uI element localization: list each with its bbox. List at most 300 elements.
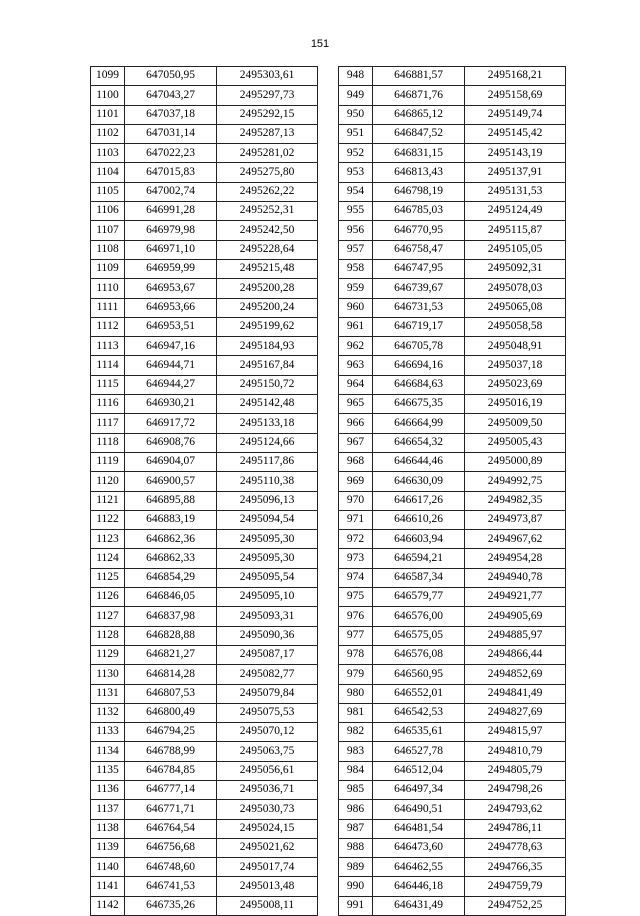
y-coordinate-cell: 2494967,62: [465, 530, 566, 549]
y-coordinate-cell: 2495124,49: [465, 202, 566, 221]
x-coordinate-cell: 646694,16: [373, 356, 465, 375]
page-number: 151: [310, 38, 330, 50]
y-coordinate-cell: 2495078,03: [465, 279, 566, 298]
y-coordinate-cell: 2495199,62: [217, 317, 318, 336]
x-coordinate-cell: 646862,36: [125, 530, 217, 549]
table-row: [91, 703, 318, 722]
y-coordinate-cell: 2495142,48: [217, 395, 318, 414]
table-row: [339, 761, 566, 780]
x-coordinate-cell: 646587,34: [373, 568, 465, 587]
x-coordinate-cell: 647002,74: [125, 182, 217, 201]
x-coordinate-cell: 646771,71: [125, 800, 217, 819]
table-row: [339, 472, 566, 491]
point-number-cell: 1121: [91, 491, 125, 510]
table-row: [91, 723, 318, 742]
table-row: [91, 780, 318, 799]
x-coordinate-cell: 646610,26: [373, 510, 465, 529]
point-number-cell: 1136: [91, 780, 125, 799]
table-row: [91, 86, 318, 105]
point-number-cell: 1116: [91, 395, 125, 414]
y-coordinate-cell: 2495252,31: [217, 202, 318, 221]
y-coordinate-cell: 2495115,87: [465, 221, 566, 240]
y-coordinate-cell: 2495095,30: [217, 530, 318, 549]
x-coordinate-cell: 646784,85: [125, 761, 217, 780]
x-coordinate-cell: 646917,72: [125, 414, 217, 433]
table-row: [91, 279, 318, 298]
y-coordinate-cell: 2495079,84: [217, 684, 318, 703]
x-coordinate-cell: 646770,95: [373, 221, 465, 240]
x-coordinate-cell: 646930,21: [125, 395, 217, 414]
x-coordinate-cell: 646741,53: [125, 877, 217, 896]
y-coordinate-cell: 2495184,93: [217, 337, 318, 356]
table-row: [91, 761, 318, 780]
table-row: [91, 568, 318, 587]
table-row: [91, 684, 318, 703]
point-number-cell: 1112: [91, 317, 125, 336]
table-row: [91, 877, 318, 896]
y-coordinate-cell: 2495131,53: [465, 182, 566, 201]
y-coordinate-cell: 2495095,30: [217, 549, 318, 568]
table-row: [91, 452, 318, 471]
table-row: [339, 626, 566, 645]
point-number-cell: 966: [339, 414, 373, 433]
y-coordinate-cell: 2495030,73: [217, 800, 318, 819]
y-coordinate-cell: 2495150,72: [217, 375, 318, 394]
y-coordinate-cell: 2495297,73: [217, 86, 318, 105]
point-number-cell: 981: [339, 703, 373, 722]
table-row: [91, 472, 318, 491]
table-row: [339, 896, 566, 915]
point-number-cell: 1119: [91, 452, 125, 471]
table-row: [339, 317, 566, 336]
x-coordinate-cell: 647050,95: [125, 67, 217, 86]
y-coordinate-cell: 2494841,49: [465, 684, 566, 703]
point-number-cell: 975: [339, 588, 373, 607]
y-coordinate-cell: 2495013,48: [217, 877, 318, 896]
point-number-cell: 1106: [91, 202, 125, 221]
x-coordinate-cell: 646979,98: [125, 221, 217, 240]
point-number-cell: 1122: [91, 510, 125, 529]
point-number-cell: 990: [339, 877, 373, 896]
point-number-cell: 989: [339, 858, 373, 877]
x-coordinate-cell: 646814,28: [125, 665, 217, 684]
y-coordinate-cell: 2495168,21: [465, 67, 566, 86]
y-coordinate-cell: 2494905,69: [465, 607, 566, 626]
table-row: [339, 375, 566, 394]
y-coordinate-cell: 2495036,71: [217, 780, 318, 799]
x-coordinate-cell: 646719,17: [373, 317, 465, 336]
x-coordinate-cell: 646446,18: [373, 877, 465, 896]
y-coordinate-cell: 2495215,48: [217, 259, 318, 278]
table-row: [91, 433, 318, 452]
y-coordinate-cell: 2495228,64: [217, 240, 318, 259]
point-number-cell: 1125: [91, 568, 125, 587]
x-coordinate-cell: 646527,78: [373, 742, 465, 761]
point-number-cell: 1102: [91, 124, 125, 143]
point-number-cell: 1120: [91, 472, 125, 491]
table-row: [339, 395, 566, 414]
point-number-cell: 1103: [91, 144, 125, 163]
table-row: [91, 414, 318, 433]
x-coordinate-cell: 646552,01: [373, 684, 465, 703]
point-number-cell: 1138: [91, 819, 125, 838]
table-row: [339, 780, 566, 799]
point-number-cell: 1111: [91, 298, 125, 317]
point-number-cell: 1126: [91, 588, 125, 607]
table-row: [91, 549, 318, 568]
point-number-cell: 1141: [91, 877, 125, 896]
x-coordinate-cell: 646991,28: [125, 202, 217, 221]
x-coordinate-cell: 647015,83: [125, 163, 217, 182]
x-coordinate-cell: 646798,19: [373, 182, 465, 201]
table-row: [339, 607, 566, 626]
point-number-cell: 969: [339, 472, 373, 491]
point-number-cell: 1100: [91, 86, 125, 105]
y-coordinate-cell: 2494815,97: [465, 723, 566, 742]
x-coordinate-cell: 646854,29: [125, 568, 217, 587]
table-row: [91, 742, 318, 761]
table-row: [91, 645, 318, 664]
point-number-cell: 949: [339, 86, 373, 105]
y-coordinate-cell: 2495008,11: [217, 896, 318, 915]
x-coordinate-cell: 646953,66: [125, 298, 217, 317]
table-row: [91, 510, 318, 529]
table-row: [91, 105, 318, 124]
point-number-cell: 1140: [91, 858, 125, 877]
x-coordinate-cell: 646947,16: [125, 337, 217, 356]
x-coordinate-cell: 646431,49: [373, 896, 465, 915]
x-coordinate-cell: 646904,07: [125, 452, 217, 471]
x-coordinate-cell: 646971,10: [125, 240, 217, 259]
table-row: [339, 144, 566, 163]
y-coordinate-cell: 2495110,38: [217, 472, 318, 491]
x-coordinate-cell: 646953,51: [125, 317, 217, 336]
point-number-cell: 1132: [91, 703, 125, 722]
x-coordinate-cell: 646831,15: [373, 144, 465, 163]
table-row: [91, 337, 318, 356]
point-number-cell: 948: [339, 67, 373, 86]
x-coordinate-cell: 646603,94: [373, 530, 465, 549]
y-coordinate-cell: 2495009,50: [465, 414, 566, 433]
x-coordinate-cell: 646900,57: [125, 472, 217, 491]
x-coordinate-cell: 646576,00: [373, 607, 465, 626]
table-row: [91, 240, 318, 259]
table-row: [91, 124, 318, 143]
x-coordinate-cell: 646828,88: [125, 626, 217, 645]
point-number-cell: 967: [339, 433, 373, 452]
x-coordinate-cell: 646944,71: [125, 356, 217, 375]
table-row: [339, 163, 566, 182]
table-row: [339, 645, 566, 664]
point-number-cell: 1135: [91, 761, 125, 780]
y-coordinate-cell: 2494992,75: [465, 472, 566, 491]
x-coordinate-cell: 646847,52: [373, 124, 465, 143]
point-number-cell: 1128: [91, 626, 125, 645]
table-row: [339, 491, 566, 510]
x-coordinate-cell: 646837,98: [125, 607, 217, 626]
y-coordinate-cell: 2495063,75: [217, 742, 318, 761]
table-row: [91, 858, 318, 877]
point-number-cell: 952: [339, 144, 373, 163]
x-coordinate-cell: 646881,57: [373, 67, 465, 86]
point-number-cell: 978: [339, 645, 373, 664]
y-coordinate-cell: 2495105,05: [465, 240, 566, 259]
y-coordinate-cell: 2495024,15: [217, 819, 318, 838]
point-number-cell: 1134: [91, 742, 125, 761]
table-row: [339, 858, 566, 877]
x-coordinate-cell: 646871,76: [373, 86, 465, 105]
table-row: [91, 896, 318, 915]
table-row: [339, 877, 566, 896]
table-row: [91, 67, 318, 86]
x-coordinate-cell: 646813,43: [373, 163, 465, 182]
point-number-cell: 953: [339, 163, 373, 182]
table-row: [339, 684, 566, 703]
table-row: [339, 588, 566, 607]
point-number-cell: 971: [339, 510, 373, 529]
point-number-cell: 1108: [91, 240, 125, 259]
coordinate-table-body: [339, 67, 566, 916]
y-coordinate-cell: 2495124,66: [217, 433, 318, 452]
point-number-cell: 1114: [91, 356, 125, 375]
x-coordinate-cell: 646862,33: [125, 549, 217, 568]
y-coordinate-cell: 2494954,28: [465, 549, 566, 568]
y-coordinate-cell: 2495158,69: [465, 86, 566, 105]
y-coordinate-cell: 2495048,91: [465, 337, 566, 356]
x-coordinate-cell: 646959,99: [125, 259, 217, 278]
table-row: [339, 337, 566, 356]
table-row: [339, 298, 566, 317]
x-coordinate-cell: 646739,67: [373, 279, 465, 298]
x-coordinate-cell: 646462,55: [373, 858, 465, 877]
x-coordinate-cell: 646535,61: [373, 723, 465, 742]
x-coordinate-cell: 646800,49: [125, 703, 217, 722]
x-coordinate-cell: 646654,32: [373, 433, 465, 452]
x-coordinate-cell: 646579,77: [373, 588, 465, 607]
point-number-cell: 1133: [91, 723, 125, 742]
y-coordinate-cell: 2494982,35: [465, 491, 566, 510]
x-coordinate-cell: 646908,76: [125, 433, 217, 452]
table-row: [91, 819, 318, 838]
y-coordinate-cell: 2495000,89: [465, 452, 566, 471]
y-coordinate-cell: 2494973,87: [465, 510, 566, 529]
y-coordinate-cell: 2495017,74: [217, 858, 318, 877]
point-number-cell: 962: [339, 337, 373, 356]
x-coordinate-cell: 646895,88: [125, 491, 217, 510]
table-row: [91, 395, 318, 414]
x-coordinate-cell: 646576,08: [373, 645, 465, 664]
x-coordinate-cell: 646788,99: [125, 742, 217, 761]
table-row: [91, 665, 318, 684]
table-row: [339, 279, 566, 298]
y-coordinate-cell: 2495016,19: [465, 395, 566, 414]
point-number-cell: 955: [339, 202, 373, 221]
y-coordinate-cell: 2495092,31: [465, 259, 566, 278]
y-coordinate-cell: 2495287,13: [217, 124, 318, 143]
table-row: [339, 414, 566, 433]
point-number-cell: 979: [339, 665, 373, 684]
coordinate-table-body: [91, 67, 318, 916]
x-coordinate-cell: 647037,18: [125, 105, 217, 124]
y-coordinate-cell: 2495070,12: [217, 723, 318, 742]
point-number-cell: 1105: [91, 182, 125, 201]
x-coordinate-cell: 646684,63: [373, 375, 465, 394]
point-number-cell: 965: [339, 395, 373, 414]
x-coordinate-cell: 646794,25: [125, 723, 217, 742]
point-number-cell: 1109: [91, 259, 125, 278]
x-coordinate-cell: 646758,47: [373, 240, 465, 259]
x-coordinate-cell: 646542,53: [373, 703, 465, 722]
point-number-cell: 1104: [91, 163, 125, 182]
table-row: [91, 356, 318, 375]
table-row: [91, 491, 318, 510]
y-coordinate-cell: 2494786,11: [465, 819, 566, 838]
y-coordinate-cell: 2495058,58: [465, 317, 566, 336]
y-coordinate-cell: 2494866,44: [465, 645, 566, 664]
table-row: [339, 67, 566, 86]
x-coordinate-cell: 646748,60: [125, 858, 217, 877]
point-number-cell: 984: [339, 761, 373, 780]
point-number-cell: 974: [339, 568, 373, 587]
x-coordinate-cell: 646846,05: [125, 588, 217, 607]
table-row: [339, 723, 566, 742]
x-coordinate-cell: 646560,95: [373, 665, 465, 684]
y-coordinate-cell: 2495056,61: [217, 761, 318, 780]
y-coordinate-cell: 2495087,17: [217, 645, 318, 664]
y-coordinate-cell: 2494940,78: [465, 568, 566, 587]
x-coordinate-cell: 646785,03: [373, 202, 465, 221]
y-coordinate-cell: 2494852,69: [465, 665, 566, 684]
point-number-cell: 959: [339, 279, 373, 298]
table-row: [339, 202, 566, 221]
y-coordinate-cell: 2494778,63: [465, 838, 566, 857]
table-row: [91, 838, 318, 857]
y-coordinate-cell: 2494759,79: [465, 877, 566, 896]
point-number-cell: 985: [339, 780, 373, 799]
y-coordinate-cell: 2495090,36: [217, 626, 318, 645]
x-coordinate-cell: 646821,27: [125, 645, 217, 664]
table-row: [91, 530, 318, 549]
table-row: [339, 549, 566, 568]
table-row: [339, 86, 566, 105]
table-row: [91, 202, 318, 221]
x-coordinate-cell: 646594,21: [373, 549, 465, 568]
point-number-cell: 1130: [91, 665, 125, 684]
point-number-cell: 961: [339, 317, 373, 336]
table-row: [91, 800, 318, 819]
table-row: [91, 375, 318, 394]
table-row: [339, 800, 566, 819]
point-number-cell: 987: [339, 819, 373, 838]
point-number-cell: 977: [339, 626, 373, 645]
table-row: [91, 626, 318, 645]
x-coordinate-cell: 647022,23: [125, 144, 217, 163]
point-number-cell: 1115: [91, 375, 125, 394]
y-coordinate-cell: 2495242,50: [217, 221, 318, 240]
x-coordinate-cell: 646481,54: [373, 819, 465, 838]
point-number-cell: 986: [339, 800, 373, 819]
x-coordinate-cell: 646664,99: [373, 414, 465, 433]
y-coordinate-cell: 2494810,79: [465, 742, 566, 761]
y-coordinate-cell: 2495275,80: [217, 163, 318, 182]
table-row: [339, 356, 566, 375]
point-number-cell: 988: [339, 838, 373, 857]
table-row: [91, 163, 318, 182]
y-coordinate-cell: 2495262,22: [217, 182, 318, 201]
point-number-cell: 970: [339, 491, 373, 510]
point-number-cell: 958: [339, 259, 373, 278]
table-row: [339, 819, 566, 838]
coordinate-table-right: [338, 66, 566, 916]
table-row: [91, 588, 318, 607]
x-coordinate-cell: 646883,19: [125, 510, 217, 529]
x-coordinate-cell: 646705,78: [373, 337, 465, 356]
point-number-cell: 1118: [91, 433, 125, 452]
x-coordinate-cell: 647031,14: [125, 124, 217, 143]
y-coordinate-cell: 2495095,10: [217, 588, 318, 607]
table-row: [339, 510, 566, 529]
y-coordinate-cell: 2495093,31: [217, 607, 318, 626]
x-coordinate-cell: 646777,14: [125, 780, 217, 799]
table-row: [339, 124, 566, 143]
point-number-cell: 1113: [91, 337, 125, 356]
x-coordinate-cell: 646617,26: [373, 491, 465, 510]
point-number-cell: 1129: [91, 645, 125, 664]
point-number-cell: 963: [339, 356, 373, 375]
point-number-cell: 983: [339, 742, 373, 761]
y-coordinate-cell: 2494921,77: [465, 588, 566, 607]
y-coordinate-cell: 2495065,08: [465, 298, 566, 317]
point-number-cell: 1123: [91, 530, 125, 549]
table-row: [339, 182, 566, 201]
x-coordinate-cell: 646512,04: [373, 761, 465, 780]
y-coordinate-cell: 2494805,79: [465, 761, 566, 780]
point-number-cell: 1110: [91, 279, 125, 298]
y-coordinate-cell: 2495143,19: [465, 144, 566, 163]
table-row: [91, 607, 318, 626]
table-row: [339, 259, 566, 278]
table-row: [339, 568, 566, 587]
y-coordinate-cell: 2494752,25: [465, 896, 566, 915]
y-coordinate-cell: 2495023,69: [465, 375, 566, 394]
y-coordinate-cell: 2495149,74: [465, 105, 566, 124]
point-number-cell: 972: [339, 530, 373, 549]
x-coordinate-cell: 646473,60: [373, 838, 465, 857]
table-row: [91, 144, 318, 163]
y-coordinate-cell: 2495095,54: [217, 568, 318, 587]
x-coordinate-cell: 646575,05: [373, 626, 465, 645]
y-coordinate-cell: 2495281,02: [217, 144, 318, 163]
table-row: [339, 452, 566, 471]
point-number-cell: 968: [339, 452, 373, 471]
y-coordinate-cell: 2495094,54: [217, 510, 318, 529]
y-coordinate-cell: 2495096,13: [217, 491, 318, 510]
table-row: [339, 742, 566, 761]
y-coordinate-cell: 2495145,42: [465, 124, 566, 143]
table-row: [91, 221, 318, 240]
table-row: [339, 838, 566, 857]
table-row: [339, 105, 566, 124]
x-coordinate-cell: 646490,51: [373, 800, 465, 819]
point-number-cell: 991: [339, 896, 373, 915]
x-coordinate-cell: 646497,34: [373, 780, 465, 799]
y-coordinate-cell: 2495117,86: [217, 452, 318, 471]
point-number-cell: 1124: [91, 549, 125, 568]
y-coordinate-cell: 2495082,77: [217, 665, 318, 684]
y-coordinate-cell: 2495303,61: [217, 67, 318, 86]
x-coordinate-cell: 646953,67: [125, 279, 217, 298]
y-coordinate-cell: 2495133,18: [217, 414, 318, 433]
